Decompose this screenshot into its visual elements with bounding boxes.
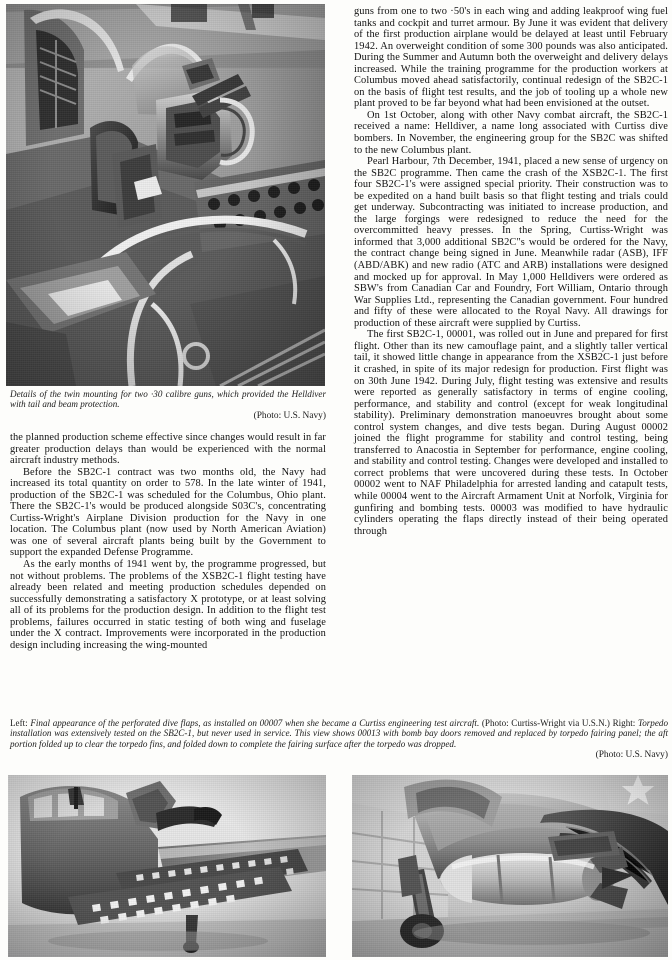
photo-torpedo-artwork [352,775,668,957]
caption-bottom-credit: (Photo: U.S. Navy) [595,750,668,761]
caption-right-text: Torpedo installation was extensively tested on the SB2C-1, but never used in service. This view shows 00013 with bomb bay doors removed and replaced by torpedo fairing panel; the aft portion folded up to clear the torpedo fins, and folded down to complete the fairing surface after the torpedo was dropped. [10,718,668,749]
paragraph: As the early months of 1941 went by, the programme progressed, but not without problems. The problems of the XSB2C-1 flight testing have already been related and meeting production schedules depended on successfully demonstrating a satisfactory X prototype, or at least solving all of its problems for the production design. In addition to the flight test problems, failures occurred in static testing of both wing and fuselage under the X contract. Improvements were incorporated in the production design including increasing the wing-mounted [10,559,326,651]
photo-twin-gun-turret-artwork [6,4,325,386]
photo-dive-flaps-artwork [8,775,326,957]
photo-torpedo-installation [352,775,668,957]
caption-turret-credit: (Photo: U.S. Navy) [253,410,326,421]
caption-left-credit: (Photo: Curtiss-Wright via U.S.N.) [481,718,610,728]
caption-left-label: Left: [10,718,28,728]
paragraph: The first SB2C-1, 00001, was rolled out in June and prepared for first flight. Other than its new camouflage paint, and a slightly taller vertical tail, it showed little change in appearance from the XSB2C-1 just before it crashed, in spite of its major redesign for production. First flight was on 30th June 1942. During July, flight testing was extensive and results were reported as generally satisfactory in terms of engine cooling, performance, and stability and control (except for weak longitudinal stability). Preliminary demonstration manoeuvres brought about some control system changes, and dive tests began. During August 00002 joined the flight programme for stability and control testing, being transferred to Anacostia in September for performance, engine cooling, and stability and control testing. Changes were developed and installed to correct problems that were uncovered during these tests. In October 00002 went to NAF Philadelphia for arrested landing and catapult tests, while 00004 went to the Aircraft Armament Unit at Norfolk, Virginia for gunfiring and bombing tests. 00003 was modified to have hydraulic cylinders operating the flaps directly instead of their being operated through [354,329,668,537]
paragraph: Before the SB2C-1 contract was two months old, the Navy had increased its total quantity on order to 578. In the late winter of 1941, production of the SB2C-1 was scheduled for the Columbus, Ohio plant. There the SB2C-1's would be produced alongside S03C's, concentrating Curtiss-Wright's Airplane Division production for the Navy in one location. The Columbus plant (now used by North American Aviation) was one of several aircraft plants being built by the Government to support the expanded Defense Programme. [10,466,326,559]
right-column-text [354,6,668,537]
caption-bottom-photos [10,718,668,761]
paragraph: the planned production scheme effective since changes would result in far greater production delays than would be experienced with the normal aircraft industry methods. [10,432,326,467]
paragraph: Pearl Harbour, 7th December, 1941, placed a new sense of urgency on the SB2C programme. Then came the crash of the XSB2C-1. The first four SB2C-1's were assigned special priority. Their construction was to be expedited on a hand built basis so that flight testing and trials could get underway. Subcontracting was initiated to increase production, and the large forgings were redesigned to reduce the need for the overcommitted heavy presses. In the Spring, Curtiss-Wright was informed that 3,000 additional SB2C"s would be ordered for the Navy, the contract change being signed in June. Meanwhile radar (ASB), IFF (ABD/ABK) and new radio (ATC and ARB) installations were designed and mocked up for approval. In May 1,000 Helldivers were ordered as SBW's from Canadian Car and Foundry, Fort William, Ontario through War Supplies Ltd., representing the Canadian government. Four hundred and fifty of these were allocated to the Royal Navy. All drawings for production of these aircraft were supplied by Curtiss. [354,156,668,329]
paragraph: On 1st October, along with other Navy combat aircraft, the SB2C-1 received a name: Helldiver, a name long associated with Curtiss dive bombers. In November, the engineering group for the SB2C was shifted to the new Columbus plant. [354,109,668,156]
left-column-text [10,432,326,651]
photo-twin-gun-turret [6,4,325,386]
caption-right-label: Right: [612,718,636,728]
caption-turret-text: Details of the twin mounting for two ·30 calibre guns, which provided the Helldiver with tail and beam protection. [10,389,326,410]
photo-perforated-dive-flaps [8,775,326,957]
caption-left-text: Final appearance of the perforated dive flaps, as installed on 00007 when she became a Curtiss engineering test aircraft. [30,718,480,728]
caption-twin-gun-turret [10,389,326,421]
paragraph: guns from one to two ·50's in each wing and adding leakproof wing fuel tanks and cockpit and turret armour. By June it was evident that delivery of the first production airplane would be delayed at least until February 1942. An overweight condition of some 300 pounds was also anticipated. During the Summer and Autumn both the overweight and delivery delays increased. While the training programme for the production workers at Columbus moved ahead satisfactorily, continual redesign of the SB2C-1 on the basis of flight test results, and the job of tooling up a whole new plant proved to be far beyond what had been envisioned at the outset. [354,6,668,110]
